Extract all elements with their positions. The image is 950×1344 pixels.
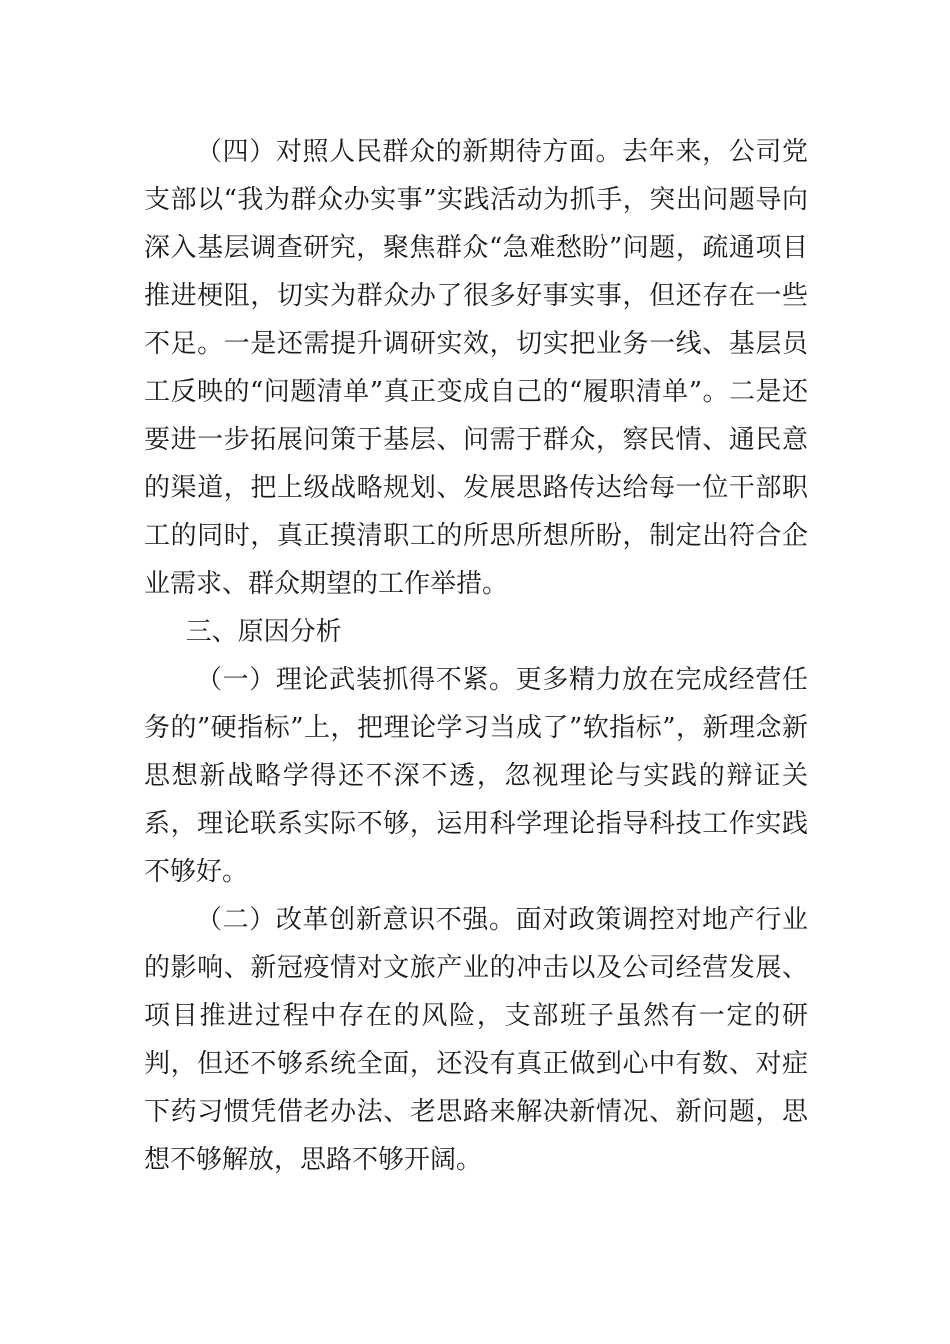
paragraph-theory-armament: （一）理论武装抓得不紧。更多精力放在完成经营任务的”硬指标”上，把理论学习当成了”软指标”，新理念新思想新战略学得还不深不透，忽视理论与实践的辩证关系，理论联系实际不够，运用科学理论指导科技工作实践不够好。 [144, 665, 808, 887]
paragraph-reform-innovation: （二）改革创新意识不强。面对政策调控对地产行业的影响、新冠疫情对文旅产业的冲击以及公司经营发展、项目推进过程中存在的风险，支部班子虽然有一定的研判，但还不够系统全面，还没有真正做到心中有数、对症下药习惯凭借老办法、老思路来解决新情况、新问题，思想不够解放，思路不够开阔。 [144, 905, 808, 1175]
paragraph-public-expectations: （四）对照人民群众的新期待方面。去年来，公司党支部以“我为群众办实事”实践活动为抓手，突出问题导向深入基层调查研究，聚焦群众“急难愁盼”问题，疏通项目推进梗阻，切实为群众办了很多好事实事，但还存在一些不足。一是还需提升调研实效，切实把业务一线、基层员工反映的“问题清单”真正变成自己的“履职清单”。二是还要进一步拓展问策于基层、问需于群众，察民情、通民意的渠道，把上级战略规划、发展思路传达给每一位干部职工的同时，真正摸清职工的所思所想所盼，制定出符合企业需求、群众期望的工作举措。 [144, 137, 808, 599]
section-heading-cause-analysis: 三、原因分析 [185, 617, 342, 647]
document-body [144, 128, 808, 1184]
